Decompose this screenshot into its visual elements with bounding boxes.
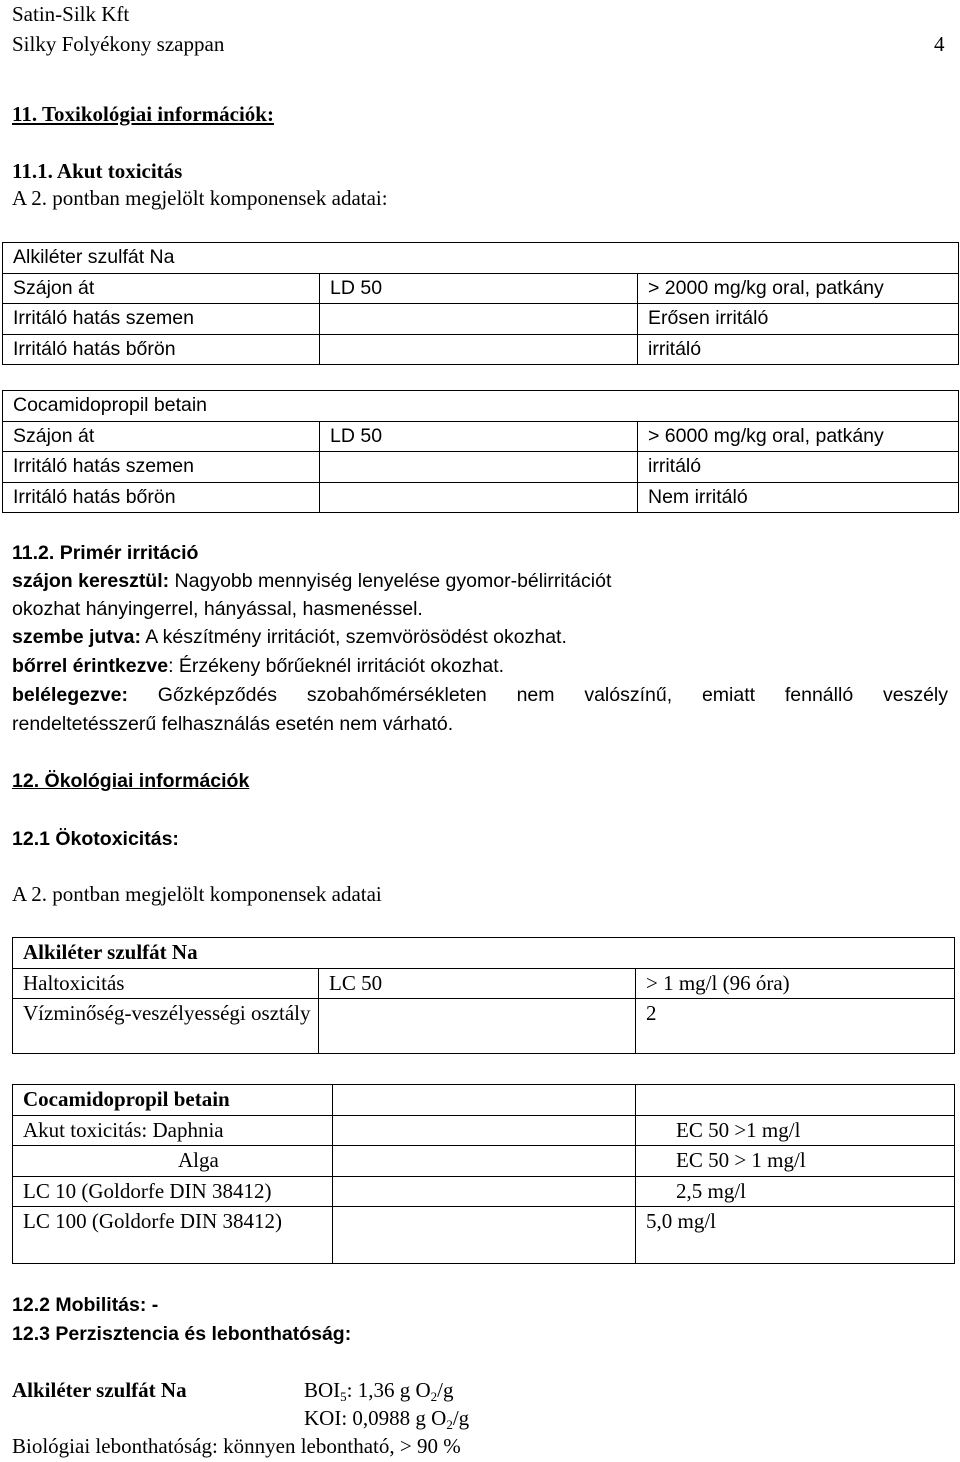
table-cell: Irritáló hatás bőrön xyxy=(3,334,320,365)
table-cell: LC 100 (Goldorfe DIN 38412) xyxy=(13,1207,333,1264)
table-row xyxy=(13,1115,955,1146)
paragraph-text: Gőzképződés szobahőmérsékleten nem valószínű, emiatt fennálló veszély xyxy=(127,684,948,706)
biodegradability: Biológiai lebonthatóság: könnyen lebontható, > 90 % xyxy=(12,1434,461,1458)
table-title-row xyxy=(3,243,959,274)
table-row xyxy=(3,482,959,513)
table-cell: 2,5 mg/l xyxy=(636,1176,955,1207)
boi-subscript: 5 xyxy=(340,1389,347,1404)
paragraph-oral-line2: okozhat hányingerrel, hányással, hasmenéssel. xyxy=(12,598,423,620)
boi-label: BOI xyxy=(304,1378,341,1402)
table-title: Alkiléter szulfát Na xyxy=(13,938,955,969)
paragraph-label: szájon keresztül: xyxy=(12,570,170,592)
boi-unit: /g xyxy=(437,1378,454,1402)
persistence-boi xyxy=(304,1376,454,1406)
table-cell: 5,0 mg/l xyxy=(636,1207,955,1264)
table-row xyxy=(3,273,959,304)
table-row xyxy=(13,1146,955,1177)
table-cell xyxy=(320,334,638,365)
table-cell: > 2000 mg/kg oral, patkány xyxy=(638,273,959,304)
paragraph-label: belélegezve: xyxy=(12,684,128,706)
table-cell: Nem irritáló xyxy=(638,482,959,513)
table-title-row xyxy=(3,391,959,422)
koi-label: KOI: 0,0988 g O xyxy=(304,1406,447,1430)
ecotox-table-cocamidopropil xyxy=(12,1084,955,1264)
table-cell: irritáló xyxy=(638,334,959,365)
table-cell: Erősen irritáló xyxy=(638,304,959,335)
product-name: Silky Folyékony szappan xyxy=(12,32,225,56)
paragraph-label: bőrrel érintkezve xyxy=(12,655,169,677)
table-cell: Akut toxicitás: Daphnia xyxy=(13,1115,333,1146)
paragraph-eye xyxy=(12,623,567,653)
table-cell: LC 50 xyxy=(319,968,636,999)
table-row xyxy=(13,1207,955,1264)
table-cell: Haltoxicitás xyxy=(13,968,319,999)
toxicity-table-cocamidopropil xyxy=(2,390,959,513)
table-cell: 2 xyxy=(636,999,955,1054)
section-12-1-intro: A 2. pontban megjelölt komponensek adatai xyxy=(12,882,382,906)
paragraph-oral xyxy=(12,567,611,597)
table-title-row xyxy=(13,938,955,969)
table-cell xyxy=(636,1085,955,1116)
table-cell: EC 50 >1 mg/l xyxy=(636,1115,955,1146)
page-number: 4 xyxy=(934,32,945,56)
section-12-2-mobility: 12.2 Mobilitás: - xyxy=(12,1294,159,1316)
table-row xyxy=(13,1176,955,1207)
table-cell xyxy=(333,1115,636,1146)
toxicity-table-alkileter xyxy=(2,242,959,365)
boi-value: : 1,36 g O xyxy=(346,1378,431,1402)
table-row xyxy=(3,334,959,365)
table-cell: irritáló xyxy=(638,452,959,483)
paragraph-label: szembe jutva: xyxy=(12,626,141,648)
koi-o-subscript: 2 xyxy=(446,1417,453,1432)
paragraph-inhalation-line2: rendeltetésszerű felhasználás esetén nem várható. xyxy=(12,713,454,735)
persistence-substance: Alkiléter szulfát Na xyxy=(12,1378,187,1402)
persistence-koi xyxy=(304,1404,469,1434)
section-12-3-title: 12.3 Perzisztencia és lebonthatóság: xyxy=(12,1323,352,1345)
table-cell xyxy=(333,1176,636,1207)
table-cell xyxy=(333,1146,636,1177)
paragraph-text: Nagyobb mennyiség lenyelése gyomor-bélirritációt xyxy=(169,570,612,592)
section-11-title: 11. Toxikológiai információk: xyxy=(12,102,274,126)
table-title-row xyxy=(13,1085,955,1116)
koi-unit: /g xyxy=(452,1406,470,1430)
table-cell: EC 50 > 1 mg/l xyxy=(636,1146,955,1177)
table-cell: > 6000 mg/kg oral, patkány xyxy=(638,421,959,452)
paragraph-skin xyxy=(12,652,504,682)
table-cell: LD 50 xyxy=(320,421,638,452)
table-title: Cocamidopropil betain xyxy=(3,391,959,422)
table-cell xyxy=(320,482,638,513)
table-title: Cocamidopropil betain xyxy=(13,1085,333,1116)
table-cell: Irritáló hatás szemen xyxy=(3,304,320,335)
table-title: Alkiléter szulfát Na xyxy=(3,243,959,274)
table-row xyxy=(13,968,955,999)
table-cell xyxy=(333,1085,636,1116)
table-cell xyxy=(320,304,638,335)
section-11-1-intro: A 2. pontban megjelölt komponensek adatai: xyxy=(12,186,388,210)
section-11-1-title: 11.1. Akut toxicitás xyxy=(12,159,183,183)
table-row xyxy=(13,999,955,1054)
section-11-2-title: 11.2. Primér irritáció xyxy=(12,542,199,564)
ecotox-table-alkileter xyxy=(12,937,955,1054)
table-cell: Szájon át xyxy=(3,273,320,304)
table-row xyxy=(3,421,959,452)
table-cell xyxy=(333,1207,636,1264)
table-cell: LD 50 xyxy=(320,273,638,304)
table-cell: Szájon át xyxy=(3,421,320,452)
paragraph-text: : Érzékeny bőrűeknél irritációt okozhat. xyxy=(168,655,505,677)
section-12-title: 12. Ökológiai információk xyxy=(12,770,250,792)
table-cell: Irritáló hatás szemen xyxy=(3,452,320,483)
table-cell: Alga xyxy=(13,1146,333,1177)
boi-o-subscript: 2 xyxy=(430,1389,438,1404)
table-cell xyxy=(320,452,638,483)
table-cell xyxy=(319,999,636,1054)
paragraph-inhalation xyxy=(12,681,948,711)
table-cell: LC 10 (Goldorfe DIN 38412) xyxy=(13,1176,333,1207)
paragraph-text: A készítmény irritációt, szemvörösödést okozhat. xyxy=(140,626,567,648)
table-cell: > 1 mg/l (96 óra) xyxy=(636,968,955,999)
section-12-1-title: 12.1 Ökotoxicitás: xyxy=(12,828,179,850)
table-cell: Irritáló hatás bőrön xyxy=(3,482,320,513)
table-row xyxy=(3,304,959,335)
company-name: Satin-Silk Kft xyxy=(12,2,130,26)
table-row xyxy=(3,452,959,483)
table-cell: Vízminőség-veszélyességi osztály xyxy=(13,999,319,1054)
